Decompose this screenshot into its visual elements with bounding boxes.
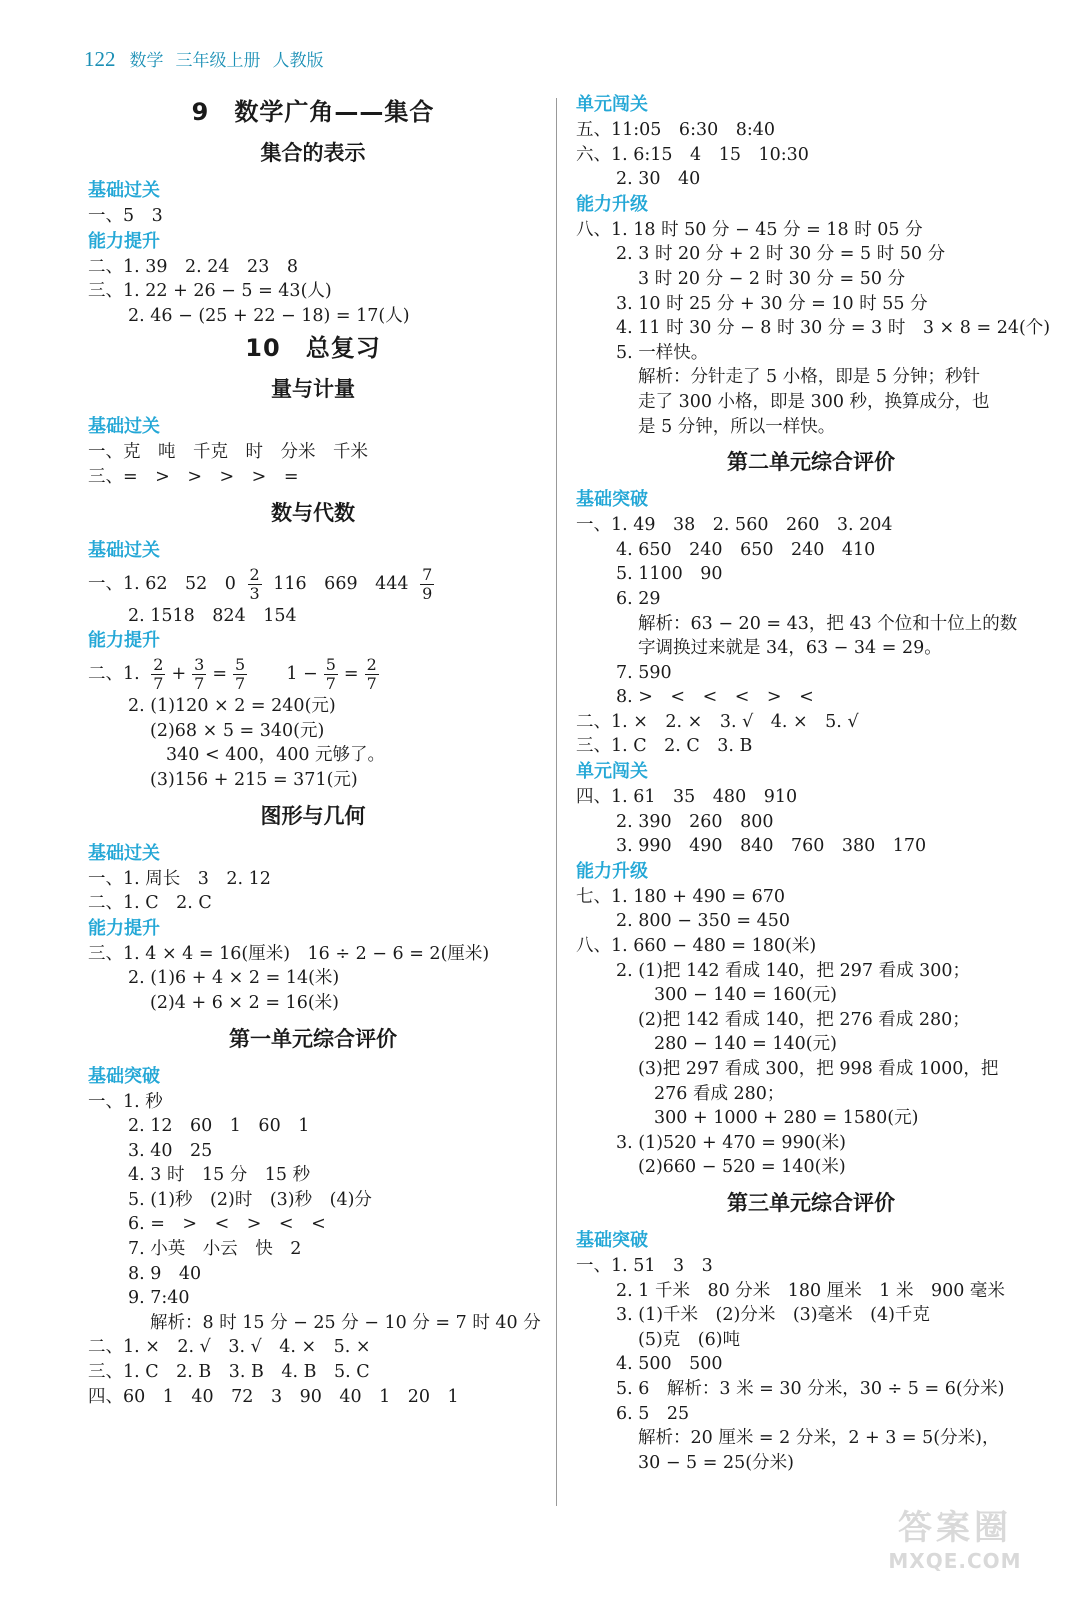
answer-line: 3. (1)520 + 470 = 990(米) [616, 1132, 846, 1153]
numerator: 2 [249, 564, 260, 584]
answer-line: 2. 800 − 350 = 450 [616, 911, 791, 932]
answer-text: 二、1. [88, 664, 140, 685]
answer-line: 7. 590 [616, 662, 672, 683]
denominator: 3 [249, 583, 260, 603]
answer-line: 4. 11 时 30 分 − 8 时 30 分 = 3 时 3 × 8 = 24(个) [616, 318, 1051, 339]
answer-line: (2)660 − 520 = 140(米) [638, 1157, 846, 1178]
answer-line: 字调换过来就是 34，63 − 34 = 29。 [638, 638, 942, 659]
answer-line: 8. 9 40 [128, 1263, 202, 1284]
answer-line: 五、11:05 6:30 8:40 [576, 120, 776, 140]
fraction [365, 657, 379, 692]
answer-line: 7. 小英 小云 快 2 [128, 1239, 302, 1260]
page-header [84, 46, 336, 72]
answer-line: 3. 40 25 [128, 1140, 213, 1161]
answer-line: 276 看成 280； [654, 1083, 785, 1104]
subsection-label: 基础过关 [88, 180, 160, 201]
answer-line: 2. (1)6 + 4 × 2 = 14(米) [128, 968, 340, 989]
subsection-label: 能力升级 [576, 193, 648, 215]
answer-line: 2. 46 − (25 + 22 − 18) = 17(人) [128, 305, 410, 326]
answer-line: 解析：63 − 20 = 43，把 43 个位和十位上的数 [638, 613, 1018, 634]
answer-line: 3 时 20 分 − 2 时 30 分 = 50 分 [638, 268, 906, 289]
answer-line: 2. 1 千米 80 分米 180 厘米 1 米 900 毫米 [616, 1280, 1005, 1301]
section-title: 图形与几何 [260, 803, 366, 828]
answer-line: 六、1. 6:15 4 15 10:30 [576, 144, 809, 165]
subsection-label: 能力提升 [88, 917, 160, 939]
subsection-label: 基础突破 [576, 489, 648, 511]
answer-line: 三、1. 22 + 26 − 5 = 43(人) [88, 281, 332, 302]
answer-line: 280 − 140 = 140(元) [654, 1034, 837, 1055]
subsection-label: 单元闯关 [576, 761, 648, 783]
answer-line: 三、1. C 2. B 3. B 4. B 5. C [88, 1362, 370, 1383]
subject-label: 数学 [129, 51, 164, 71]
column-divider [556, 98, 557, 1506]
answer-line: 一、1. 49 38 2. 560 260 3. 204 [576, 515, 893, 536]
numerator: 5 [235, 655, 246, 675]
answer-line: 2. 390 260 800 [616, 811, 774, 832]
denominator: 7 [194, 674, 205, 694]
operator: = [343, 664, 359, 685]
answer-line: (2)把 142 看成 140，把 276 看成 280； [638, 1009, 970, 1030]
section-title: 第一单元综合评价 [229, 1026, 397, 1051]
answer-line: 一、克 吨 千克 时 分米 千米 [88, 442, 368, 463]
answer-line: 一、1. 秒 [88, 1091, 163, 1112]
fraction [151, 657, 165, 692]
watermark-url: MXQE.COM [888, 1549, 1022, 1573]
denominator: 7 [325, 674, 336, 694]
answer-line: 300 + 1000 + 280 = 1580(元) [654, 1108, 919, 1129]
watermark-logo-text: 答案圈 [898, 1508, 1012, 1548]
subsection-label: 基础过关 [88, 842, 160, 864]
answer-line: 二、1. 39 2. 24 23 8 [88, 256, 298, 277]
answer-line: (2)68 × 5 = 340(元) [150, 720, 325, 741]
denominator: 7 [366, 674, 377, 694]
answer-line: 一、1. 周长 3 2. 12 [88, 868, 271, 889]
section-title: 第三单元综合评价 [727, 1190, 895, 1215]
subsection-label: 能力提升 [88, 230, 160, 252]
answer-line: 解析：8 时 15 分 − 25 分 − 10 分 = 7 时 40 分 [150, 1312, 541, 1333]
answer-text: 1 − [286, 664, 318, 685]
answer-line: 一、5 3 [88, 206, 163, 226]
answer-line: 6. 29 [616, 588, 661, 609]
fraction [248, 564, 262, 603]
answer-line: 2. 30 40 [616, 169, 701, 190]
answer-line: 6. = > < > < < [128, 1214, 326, 1235]
numerator: 2 [153, 655, 164, 675]
answer-line [88, 654, 538, 694]
edition-label: 人教版 [272, 51, 324, 71]
grade-label: 三年级上册 [175, 51, 261, 71]
answer-line: 八、1. 660 − 480 = 180(米) [576, 936, 817, 957]
answer-line: 3. (1)千米 (2)分米 (3)毫米 (4)千克 [616, 1305, 930, 1326]
answer-line: 八、1. 18 时 50 分 − 45 分 = 18 时 05 分 [576, 219, 923, 240]
subsection-label: 单元闯关 [576, 94, 648, 115]
operator: + [171, 664, 187, 685]
answer-line: 一、1. 51 3 3 [576, 1255, 713, 1276]
fraction [192, 657, 206, 692]
answer-line: 是 5 分钟，所以一样快。 [638, 416, 836, 437]
fraction [420, 564, 434, 603]
subsection-label: 基础过关 [88, 539, 160, 561]
answer-line: 解析：分针走了 5 小格，即是 5 分钟；秒针 [638, 367, 981, 388]
right-column [576, 92, 1051, 1475]
subsection-label: 基础过关 [88, 416, 160, 438]
fraction [233, 657, 247, 692]
answer-line: 2. 3 时 20 分 + 2 时 30 分 = 5 时 50 分 [616, 244, 946, 265]
answer-line: 七、1. 180 + 490 = 670 [576, 886, 786, 907]
section-title: 第二单元综合评价 [727, 450, 895, 475]
denominator: 7 [235, 674, 246, 694]
numerator: 7 [422, 564, 433, 584]
answer-line: 5. (1)秒 (2)时 (3)秒 (4)分 [128, 1189, 372, 1210]
subsection-label: 能力升级 [576, 860, 648, 882]
answer-line: 30 − 5 = 25(分米) [638, 1452, 794, 1473]
answer-line: 解析：20 厘米 = 2 分米，2 + 3 = 5(分米)， [638, 1428, 1000, 1449]
section-title: 数与代数 [271, 500, 355, 525]
answer-line: 4. 500 500 [616, 1354, 723, 1375]
subsection-label: 基础突破 [88, 1065, 160, 1087]
answer-text: 116 669 444 [273, 573, 409, 594]
answer-line: 300 − 140 = 160(元) [654, 985, 837, 1006]
answer-line: 2. 1518 824 154 [128, 605, 297, 626]
answer-line: 三、1. C 2. C 3. B [576, 736, 753, 757]
answer-line: 3. 10 时 25 分 + 30 分 = 10 时 55 分 [616, 293, 928, 314]
answer-line: 5. 1100 90 [616, 564, 723, 585]
denominator: 9 [422, 583, 433, 603]
denominator: 7 [153, 674, 164, 694]
numerator: 3 [194, 655, 205, 675]
answer-line: 四、1. 61 35 480 910 [576, 787, 798, 808]
answer-line: 走了 300 小格，即是 300 秒，换算成分，也 [638, 391, 990, 412]
left-column [88, 92, 541, 1409]
answer-line: 3. 990 490 840 760 380 170 [616, 836, 927, 857]
answer-line: (3)156 + 215 = 371(元) [150, 769, 358, 790]
answer-line: 6. 5 25 [616, 1403, 690, 1424]
subsection-label: 能力提升 [88, 630, 160, 652]
answer-line: 340 < 400，400 元够了。 [166, 745, 386, 766]
numerator: 5 [325, 655, 336, 675]
answer-line: 8. > < < < > < [616, 687, 814, 708]
answer-line: (2)4 + 6 × 2 = 16(米) [150, 992, 339, 1013]
operator: = [212, 664, 227, 685]
answer-line: 二、1. × 2. √ 3. √ 4. × 5. × [88, 1337, 371, 1358]
answer-line: 9. 7:40 [128, 1288, 190, 1309]
answer-line: 4. 650 240 650 240 410 [616, 539, 876, 560]
answer-line: 5. 一样快。 [616, 342, 709, 363]
answer-line: 四、60 1 40 72 3 90 40 1 20 1 [88, 1386, 459, 1407]
chapter-title: 9 数学广角——集合 [191, 98, 435, 126]
answer-line: 三、1. 4 × 4 = 16(厘米) 16 ÷ 2 − 6 = 2(厘米) [88, 943, 490, 964]
section-title: 集合的表示 [260, 141, 366, 165]
answer-line: 2. (1)120 × 2 = 240(元) [128, 696, 336, 717]
chapter-title: 10 总复习 [245, 334, 381, 363]
subsection-label: 基础突破 [576, 1229, 648, 1251]
answer-line: 5. 6 解析：3 米 = 30 分米，30 ÷ 5 = 6(分米) [616, 1378, 1005, 1399]
answer-line: 4. 3 时 15 分 15 秒 [128, 1165, 311, 1186]
answer-line: 2. 12 60 1 60 1 [128, 1116, 310, 1137]
answer-line: (3)把 297 看成 300，把 998 看成 1000，把 [638, 1059, 999, 1079]
answer-line: 二、1. C 2. C [88, 893, 212, 914]
answer-text: 一、1. 62 52 0 [88, 573, 236, 594]
answer-line: 三、= > > > > = [88, 466, 299, 487]
page-number: 122 [84, 47, 116, 71]
answer-line: 2. (1)把 142 看成 140，把 297 看成 300； [616, 960, 971, 981]
fraction [324, 657, 338, 692]
answer-line [88, 564, 538, 604]
watermark [880, 1500, 1030, 1573]
section-title: 量与计量 [271, 377, 355, 402]
answer-line: 二、1. × 2. × 3. √ 4. × 5. √ [576, 711, 859, 732]
answer-line: (5)克 (6)吨 [638, 1329, 741, 1350]
numerator: 2 [366, 655, 377, 675]
